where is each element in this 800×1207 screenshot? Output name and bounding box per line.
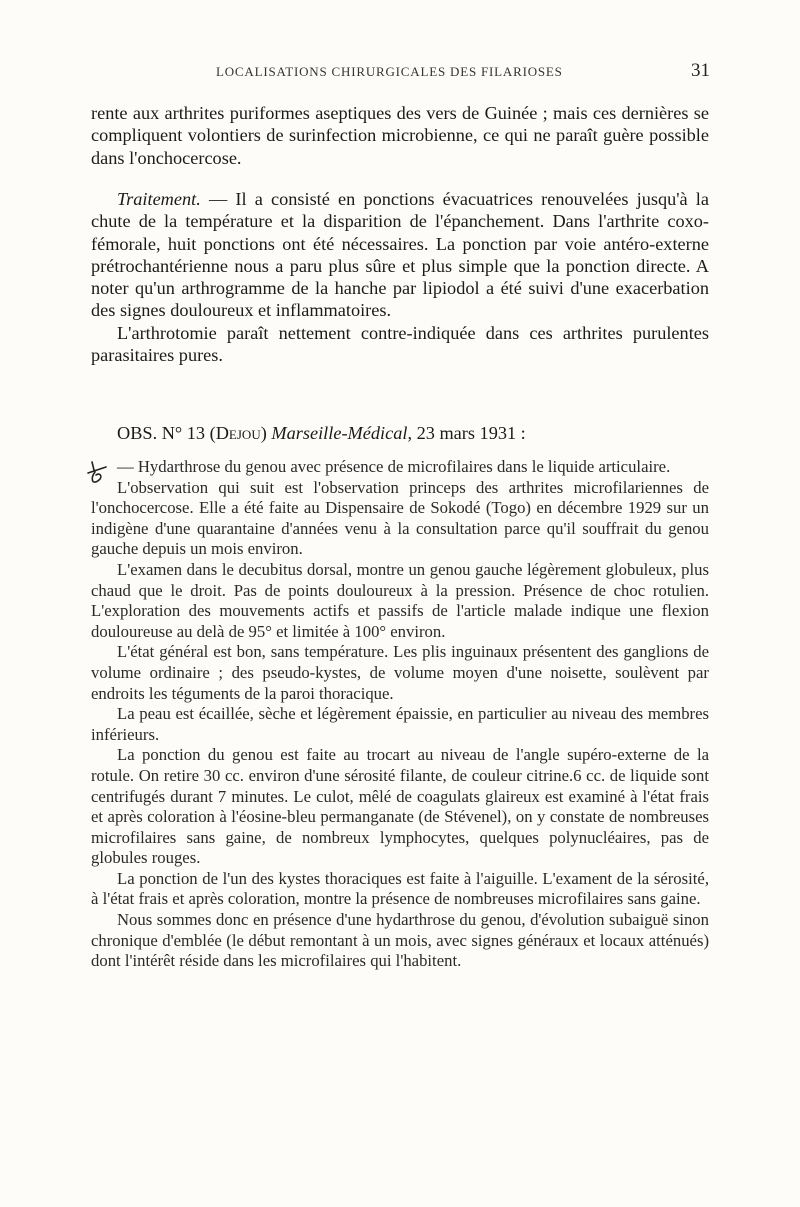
obs-journal: Marseille-Médical xyxy=(271,423,408,443)
traitement-label: Traitement. xyxy=(117,189,201,209)
traitement-text: — Il a consisté en ponctions évacuatrices renouvelées jusqu'à la chute de la température et la disparition de l'épanchement. Dans l'arthrite coxo-fémorale, huit ponctions ont été nécessaires. La ponction par voie antéro-externe prétrochantérienne nous a paru plus sûre et plus simple que la ponction directe. A noter qu'un arthrogramme de la hanche par lipiodol a été suivi d'une exacerbation des signes douloureux et inflammatoires. xyxy=(91,189,709,321)
page-number: 31 xyxy=(691,60,710,81)
obs-subtitle: — Hydarthrose du genou avec présence de microfilaires dans le liquide articulaire. xyxy=(117,457,671,476)
obs-paragraph-1: L'observation qui suit est l'observation princeps des arthrites microfilariennes de l'onchocercose. Elle a été faite au Dispensaire de Sokodé (Togo) en décembre 1929 sur un indigène d'une quarantaine d'années venu à la consultation parce qu'il souffrait du genou gauche depuis un mois environ. xyxy=(91,477,709,559)
arthrotomie-paragraph: L'arthrotomie paraît nettement contre-indiquée dans ces arthrites purulentes parasitaires pures. xyxy=(91,322,709,366)
observation-heading xyxy=(91,422,709,444)
obs-paragraph-4: La peau est écaillée, sèche et légèrement épaissie, en particulier au niveau des membres inférieurs. xyxy=(91,704,709,744)
obs-prefix: OBS. N° 13 ( xyxy=(117,423,216,443)
observation-title xyxy=(91,422,709,444)
obs-paragraph-2: L'examen dans le decubitus dorsal, montre un genou gauche légèrement globuleux, plus chaud que le droit. Pas de points douloureux à la pression. Présence de choc rotulien. L'exploration des mouvements actifs et passifs de l'article malade indique une flexion douloureuse au delà de 95° et limitée à 100° environ. xyxy=(91,559,709,641)
obs-paragraph-5: La ponction du genou est faite au trocart au niveau de l'angle supéro-externe de la rotule. On retire 30 cc. environ d'une sérosité filante, de couleur citrine.6 cc. de liquide sont centrifugés durant 7 minutes. Le culot, mêlé de coagulats glaireux est examiné à l'état frais et après coloration à l'éosine-bleu permanganate (de Stévenel), on y constate de nombreuses microfilaires sans gaine, de nombreux lymphocytes, quelques polynucléaires, pas de globules rouges. xyxy=(91,745,709,868)
obs-paragraph-6: La ponction de l'un des kystes thoraciques est faite à l'aiguille. L'exament de la sérosité, à l'état frais et après coloration, montre la présence de nombreuses microfilaires sans gaine. xyxy=(91,868,709,909)
traitement-section xyxy=(91,188,709,366)
running-head: LOCALISATIONS CHIRURGICALES DES FILARIOSES xyxy=(216,64,563,79)
observation-body xyxy=(91,457,709,972)
obs-author: Dejou xyxy=(215,423,261,443)
obs-date: , 23 mars 1931 : xyxy=(407,423,526,443)
obs-paragraph-7: Nous sommes donc en présence d'une hydarthrose du genou, d'évolution subaiguë sinon chronique d'emblée (le début remontant à un mois, avec signes généraux et locaux atténués) dont l'intérêt réside dans les microfilaires qui l'habitent. xyxy=(91,910,709,971)
continued-paragraph: rente aux arthrites puriformes aseptiques des vers de Guinée ; mais ces dernières se compliquent volontiers de surinfection microbienne, ce qui ne paraît guère possible dans l'onchocercose. xyxy=(91,103,709,168)
traitement-paragraph xyxy=(91,188,709,322)
page-header xyxy=(0,60,800,84)
obs-paragraph-3: L'état général est bon, sans température. Les plis inguinaux présentent des ganglions de volume ordinaire ; des pseudo-kystes, de volume moyen d'une noisette, soulèvent par endroits les téguments de la paroi thoracique. xyxy=(91,642,709,703)
top-section xyxy=(91,102,709,169)
obs-middle: ) xyxy=(260,423,272,443)
